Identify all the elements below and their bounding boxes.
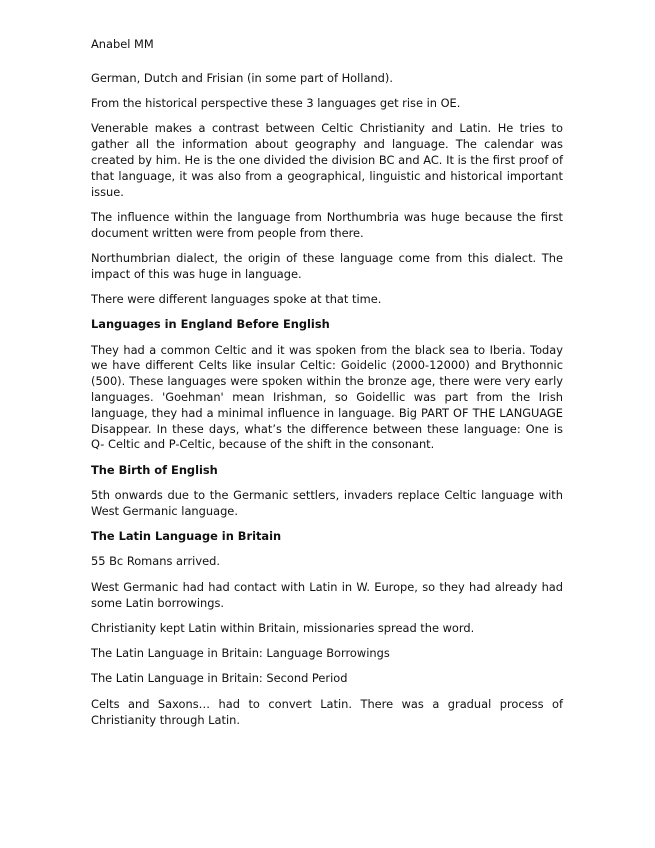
document-body xyxy=(91,37,563,738)
section-heading: The Birth of English xyxy=(91,462,218,477)
paragraph: Celts and Saxons… had to convert Latin. There was a gradual process of Christianity through Latin. xyxy=(91,696,563,727)
paragraph: The influence within the language from Northumbria was huge because the first document written were from people from there. xyxy=(91,209,563,240)
section-heading: Languages in England Before English xyxy=(91,317,330,332)
paragraph: From the historical perspective these 3 languages get rise in OE. xyxy=(91,96,461,111)
author-name: Anabel MM xyxy=(91,37,154,51)
paragraph: Christianity kept Latin within Britain, missionaries spread the word. xyxy=(91,620,475,635)
paragraph: The Latin Language in Britain: Language Borrowings xyxy=(91,646,390,661)
paragraph: Venerable makes a contrast between Celtic Christianity and Latin. He tries to gather all the information about geography and language. The calendar was created by him. He is the one divided the division BC and AC. It is the first proof of that language, it was also from a geographical, linguistic and historical important issue. xyxy=(91,121,563,199)
paragraph: 5th onwards due to the Germanic settlers, invaders replace Celtic language with West Germanic language. xyxy=(91,488,563,518)
paragraph: They had a common Celtic and it was spoken from the black sea to Iberia. Today we have different Celts like insular Celtic: Goidelic (2000-12000) and Brythonnic (500). These languages were spoken within the bronze age, there were very early languages. 'Goehman' mean Irishman, so Goidellic was part from the Irish language, they had a minimal influence in language. Big PART OF THE LANGUAGE Disappear. In these days, what’s the difference between these language: One is Q- Celtic and P-Celtic, because of the shift in the consonant. xyxy=(91,342,563,452)
paragraph: German, Dutch and Frisian (in some part of Holland). xyxy=(91,70,393,85)
paragraph: There were different languages spoke at that time. xyxy=(91,292,382,307)
paragraph: The Latin Language in Britain: Second Period xyxy=(91,671,348,686)
paragraph: Northumbrian dialect, the origin of these language come from this dialect. The impact of this was huge in language. xyxy=(91,250,563,281)
section-heading: The Latin Language in Britain xyxy=(91,529,282,544)
paragraph: 55 Bc Romans arrived. xyxy=(91,554,220,569)
paragraph: West Germanic had had contact with Latin in W. Europe, so they had already had some Latin borrowings. xyxy=(91,579,563,610)
